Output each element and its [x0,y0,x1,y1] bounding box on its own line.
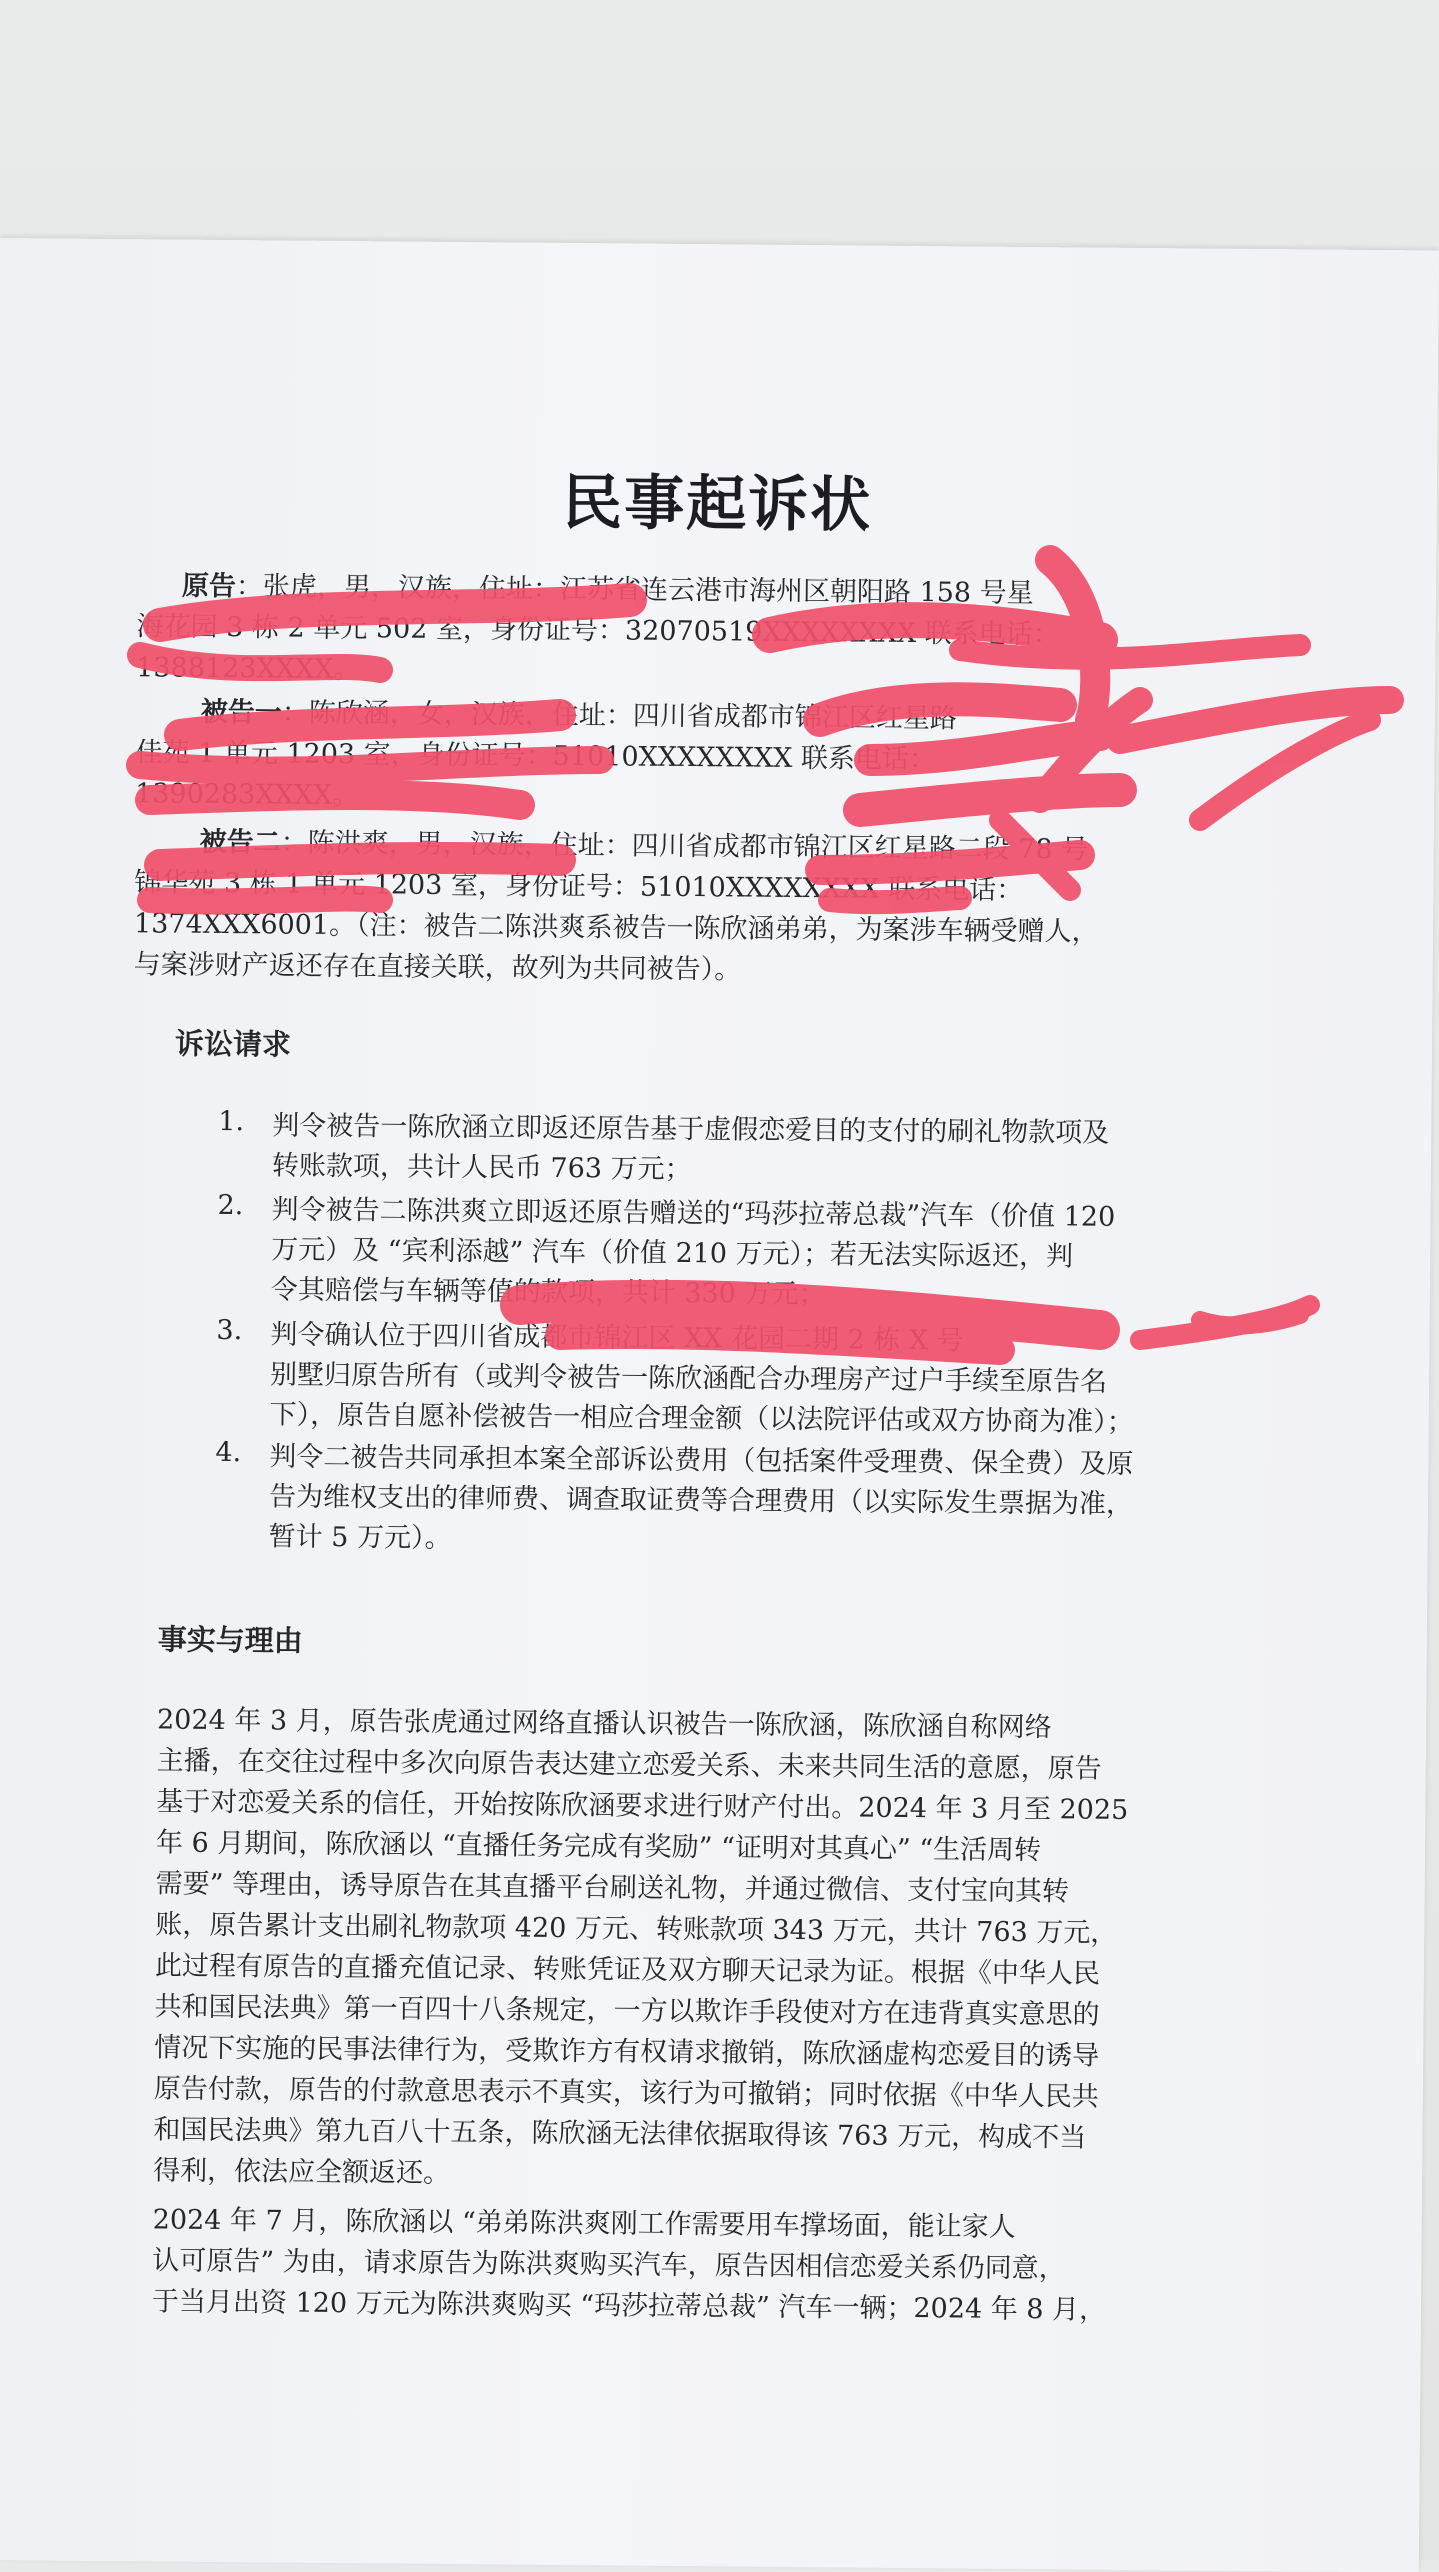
claim-3-line-1: 判令确认位于四川省成都市锦江区 XX 花园二期 2 栋 X 号 [270,1319,964,1357]
facts-p1-line-10: 原告付款，原告的付款意思表示不真实，该行为可撤销；同时依据《中华人民共 [153,2073,1099,2113]
facts-p1-line-6: 账，原告累计支出刷礼物款项 420 万元、转账款项 343 万元，共计 763 万元， [155,1909,1118,1949]
claim-4-line-2: 告为维权支出的律师费、调查取证费等合理费用（以实际发生票据为准， [268,1481,1134,1520]
claim-number-1: 1. [218,1105,245,1138]
facts-p1-line-2: 主播，在交往过程中多次向原告表达建立恋爱关系、未来共同生活的意愿，原告 [156,1745,1102,1785]
claim-1-line-2: 转账款项，共计人民币 763 万元； [271,1150,692,1186]
claim-item-4 [268,1437,1133,1565]
facts-p2-line-2: 认可原告” 为由，请求原告为陈洪爽购买汽车，原告因相信恋爱关系仍同意， [152,2245,1066,2285]
plaintiff-line-2: 海花园 3 栋 2 单元 502 室，身份证号：32070519XXXXXXXX 联系电话： [136,611,1060,651]
defendant2-block [133,822,1299,996]
claim-number-2: 2. [217,1189,244,1222]
defendant2-line-1: ：陈洪爽，男，汉族，住址：四川省成都市锦江区红星路二段 78 号 [280,827,1089,866]
claim-item-2 [271,1190,1116,1317]
defendant1-line-3: 1390283XXXX。 [135,778,360,812]
facts-p1-line-4: 年 6 月期间，陈欣涵以 “直播任务完成有奖励” “证明对其真心” “生活周转 [155,1827,1042,1867]
defendant2-line-3: 1374XXX6001。（注：被告二陈洪爽系被告一陈欣涵弟弟，为案涉车辆受赠人， [133,908,1099,948]
facts-p1-line-12: 得利，依法应全额返还。 [153,2155,451,2190]
plaintiff-block [136,566,1282,699]
facts-heading: 事实与理由 [157,1622,303,1658]
defendant1-line-2: 佳苑 1 单元 1203 室，身份证号：51010XXXXXXXX 联系电话： [135,737,937,776]
document-title: 民事起诉状 [561,467,873,541]
claim-3-line-2: 别墅归原告所有（或判令被告一陈欣涵配合办理房产过户手续至原告名 [269,1359,1108,1398]
plaintiff-line-3: 1388123XXXX。 [136,652,361,686]
claim-item-1 [272,1106,1110,1193]
claims-heading: 诉讼请求 [174,1026,292,1062]
claim-number-3: 3. [216,1314,243,1347]
defendant1-line-1: ：陈欣涵，女，汉族，住址：四川省成都市锦江区红星路 [281,697,957,735]
facts-paragraph-2 [152,2199,1107,2330]
claim-4-line-3: 暂计 5 万元）。 [268,1521,452,1554]
claim-4-line-1: 判令二被告共同承担本案全部诉讼费用（包括案件受理费、保全费）及原 [269,1441,1134,1480]
defendant1-block [135,692,1301,825]
claim-2-line-2: 万元）及 “宾利添越” 汽车（价值 210 万元）；若无法实际返还，判 [271,1234,1074,1273]
facts-paragraph-1 [153,1699,1129,2199]
facts-p1-line-7: 此过程有原告的直播充值记录、转账凭证及双方聊天记录为证。根据《中华人民 [154,1950,1101,1990]
facts-p1-line-11: 和国民法典》第九百八十五条，陈欣涵无法律依据取得该 763 万元，构成不当 [153,2114,1087,2154]
facts-p1-line-5: 需要” 等理由，诱导原告在其直播平台刷送礼物，并通过微信、支付宝向其转 [155,1868,1070,1908]
facts-p2-line-1: 2024 年 7 月，陈欣涵以 “弟弟陈洪爽刚工作需要用车撑场面，能让家人 [152,2204,1016,2243]
facts-p1-line-9: 情况下实施的民事法律行为，受欺诈方有权请求撤销，陈欣涵虚构恋爱目的诱导 [154,2032,1100,2072]
defendant2-label: 被告二 [199,826,281,859]
facts-p2-line-3: 于当月出资 120 万元为陈洪爽购买 “玛莎拉蒂总裁” 汽车一辆；2024 年 8 月， [151,2286,1107,2326]
claim-3-line-3: 下），原告自愿补偿被告一相应合理金额（以法院评估或双方协商为准）； [269,1399,1134,1438]
document-page [0,238,1439,2572]
claim-number-4: 4. [215,1436,242,1469]
claim-2-line-1: 判令被告二陈洪爽立即返还原告赠送的“玛莎拉蒂总裁”汽车（价值 120 [271,1194,1116,1233]
defendant1-label: 被告一 [200,696,283,729]
plaintiff-label: 原告 [181,570,237,603]
plaintiff-line-1: ：张虎，男，汉族，住址：江苏省连云港市海州区朝阳路 158 号星 [235,571,1034,610]
claim-item-3 [270,1315,1135,1443]
facts-p1-line-8: 共和国民法典》第一百四十八条规定，一方以欺诈手段使对方在违背真实意思的 [154,1991,1100,2031]
defendant2-line-2: 锦华苑 3 栋 1 单元 1203 室，身份证号：51010XXXXXXXX 联系电话： [134,867,1024,906]
claim-2-line-3: 令其赔偿与车辆等值的款项，共计 330 万元； [270,1274,826,1311]
facts-p1-line-3: 基于对恋爱关系的信任，开始按陈欣涵要求进行财产付出。2024 年 3 月至 2025 [156,1786,1129,1826]
facts-p1-line-1: 2024 年 3 月，原告张虎通过网络直播认识被告一陈欣涵，陈欣涵自称网络 [156,1704,1052,1744]
claim-1-line-1: 判令被告一陈欣涵立即返还原告基于虚假恋爱目的支付的刷礼物款项及 [272,1110,1110,1149]
defendant2-line-4: 与案涉财产返还存在直接关联，故列为共同被告）。 [133,949,742,986]
